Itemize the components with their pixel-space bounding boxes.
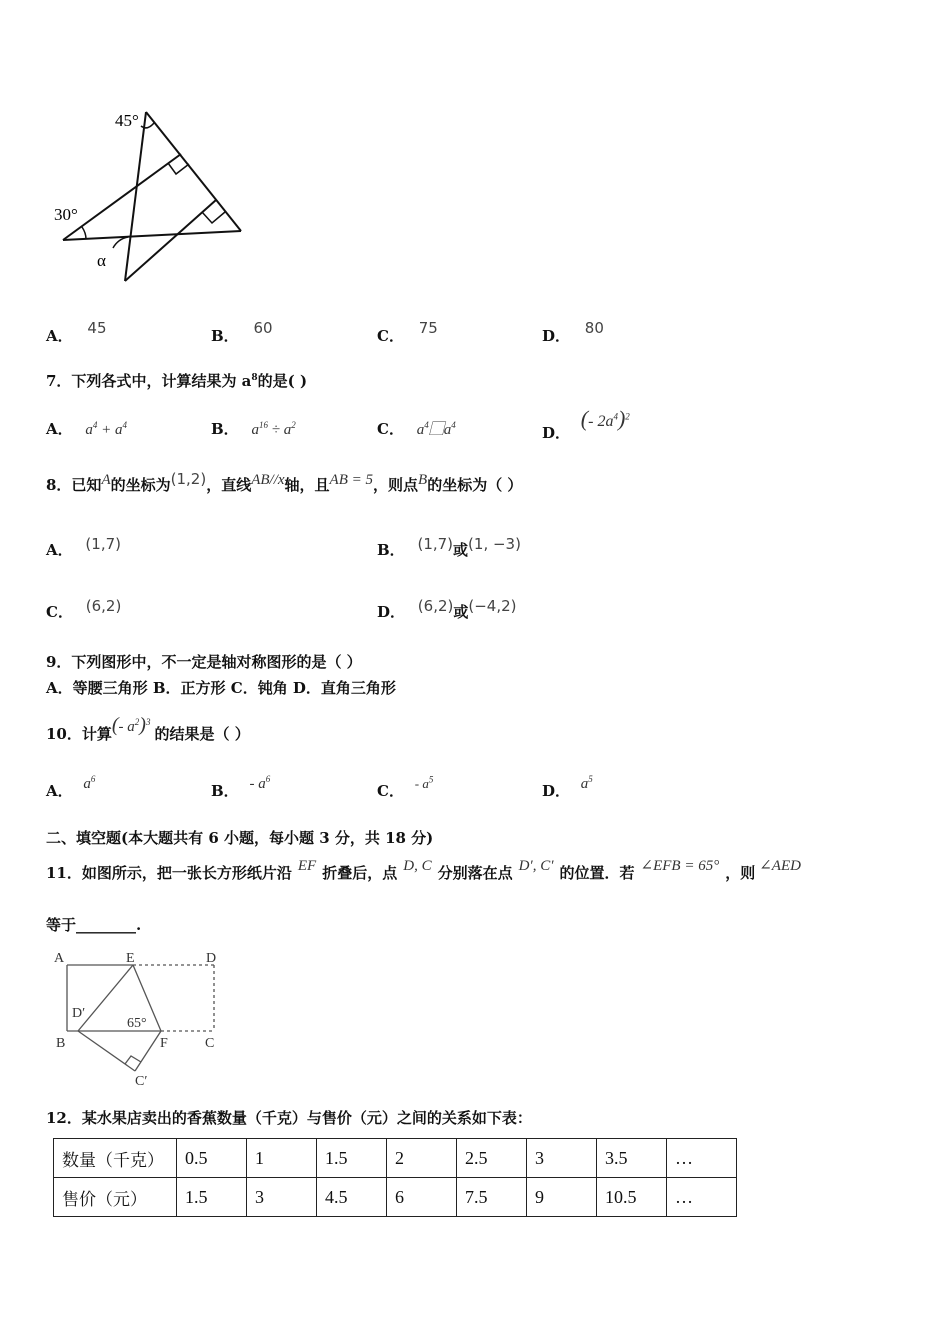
option-formula: (- $2a^4)^2$ xyxy=(580,406,630,431)
q10-option-b[interactable] xyxy=(211,774,271,801)
q10-option-a[interactable] xyxy=(46,774,96,801)
label-d: D xyxy=(206,951,217,966)
q7-option-d[interactable] xyxy=(542,406,630,442)
option-formula: - $a^5$ xyxy=(414,774,434,791)
q9-options[interactable]: A．等腰三角形 B．正方形 C．钝角 D．直角三角形 xyxy=(46,679,396,697)
q12-stem: 12．某水果店卖出的香蕉数量（千克）与售价（元）之间的关系如下表： xyxy=(46,1109,532,1127)
table-cell: 4.5 xyxy=(317,1178,387,1217)
label-c-prime: C′ xyxy=(135,1074,148,1089)
option-value: (1,7) xyxy=(85,535,121,553)
fold-edge xyxy=(78,1031,135,1071)
q8-text: 的坐标为（ ） xyxy=(427,476,523,494)
label-b: B xyxy=(56,1036,66,1051)
right-angle-mark xyxy=(125,1056,141,1064)
option-label: D． xyxy=(377,603,406,621)
table-cell: 3 xyxy=(247,1178,317,1217)
angle-arc xyxy=(141,123,154,128)
table-cell: 6 xyxy=(387,1178,457,1217)
q6-option-c[interactable] xyxy=(377,319,438,346)
fold-edge xyxy=(78,965,133,1031)
q11-text: 的位置．若 xyxy=(559,864,635,882)
option-label: C． xyxy=(377,327,404,345)
option-value-2: (−4,2) xyxy=(468,597,517,615)
option-formula: $a^{16} \div a^2$ xyxy=(251,420,296,438)
angle-label-30: 30° xyxy=(54,205,78,224)
option-value: (1,7) xyxy=(417,535,454,553)
table-cell: 2.5 xyxy=(457,1139,527,1178)
q10-stem xyxy=(46,714,250,745)
q8-text: 的坐标为 xyxy=(110,476,171,494)
label-d-prime: D′ xyxy=(72,1006,86,1021)
angle-label-45: 45° xyxy=(115,111,139,130)
triangle-edge xyxy=(63,154,181,240)
q10-text: 10．计算 xyxy=(46,725,112,743)
q11-angle: ∠EFB = 65° xyxy=(640,858,720,874)
option-label: A． xyxy=(46,541,73,559)
angle-arc xyxy=(113,237,128,248)
option-label: D． xyxy=(542,782,571,800)
option-label: A． xyxy=(46,420,73,438)
angle-label-alpha: α xyxy=(97,251,106,270)
q10-option-d[interactable] xyxy=(542,774,593,801)
q8-stem xyxy=(46,470,523,495)
q8-option-c[interactable] xyxy=(46,597,122,622)
option-label: C． xyxy=(46,603,73,621)
section-heading: 二、填空题(本大题共有 6 小题，每小题 3 分，共 18 分) xyxy=(46,829,434,847)
q11-text: 11．如图所示，把一张长方形纸片沿 xyxy=(46,864,292,882)
q8-option-d[interactable] xyxy=(377,597,517,622)
label-angle: 65° xyxy=(127,1016,147,1031)
option-label: D． xyxy=(542,424,571,442)
q11-text: 分别落在点 xyxy=(437,864,513,882)
option-value-2: (1, −3) xyxy=(468,535,521,553)
option-value: (6,2) xyxy=(417,597,454,615)
table-row xyxy=(54,1178,737,1217)
q7-stem-exp: 8 xyxy=(251,373,258,383)
q11-aed: ∠AED xyxy=(759,858,801,874)
q8-coord: (1,2) xyxy=(170,470,207,488)
q8-point-a: A xyxy=(101,472,111,488)
table-cell: 7.5 xyxy=(457,1178,527,1217)
q8-parallel: AB//x xyxy=(251,472,285,488)
q11-ef: EF xyxy=(297,858,317,874)
option-label: B． xyxy=(377,541,405,559)
table-cell: 1 xyxy=(247,1139,317,1178)
table-cell: 3.5 xyxy=(597,1139,667,1178)
q8-length: AB = 5 xyxy=(329,472,373,488)
fold-edge xyxy=(135,1031,161,1071)
table-cell: … xyxy=(667,1139,737,1178)
q9-stem: 9．下列图形中，不一定是轴对称图形的是（ ） xyxy=(46,653,362,671)
option-formula: $a^4⃞a^4$ xyxy=(416,420,456,438)
option-value: 60 xyxy=(253,319,273,337)
option-label: A． xyxy=(46,327,73,345)
table-cell: 10.5 xyxy=(597,1178,667,1217)
q11-dpcp: D′, C′ xyxy=(518,858,554,874)
q11-text: 折叠后，点 xyxy=(322,864,398,882)
q8-text: 8．已知 xyxy=(46,476,102,494)
q6-option-b[interactable] xyxy=(211,319,273,346)
option-value: 45 xyxy=(87,319,107,337)
option-formula: $a^4 + a^4$ xyxy=(85,420,128,438)
q10-formula: (- $a^2)^3$ xyxy=(111,714,151,736)
triangle-edge xyxy=(63,231,241,240)
label-a: A xyxy=(54,951,65,966)
option-value: 80 xyxy=(584,319,604,337)
q8-text: ，则点 xyxy=(373,476,419,494)
q8-point-b: B xyxy=(418,472,428,488)
angle-arc xyxy=(82,227,86,239)
option-or: 或 xyxy=(453,541,469,559)
q11-text: ，则 xyxy=(725,864,756,882)
q7-stem xyxy=(46,370,307,391)
q7-stem-text-end: 的是( ) xyxy=(257,372,308,390)
option-formula: $a^6$ xyxy=(83,774,96,792)
table-cell: 2 xyxy=(387,1139,457,1178)
table-cell: 1.5 xyxy=(177,1178,247,1217)
q7-option-a[interactable] xyxy=(46,418,127,439)
option-value: 75 xyxy=(418,319,438,337)
table-cell: 0.5 xyxy=(177,1139,247,1178)
option-label: A． xyxy=(46,782,73,800)
q11-answer-line[interactable]: 等于________. xyxy=(46,916,142,934)
q7-stem-text: 7．下列各式中，计算结果为 a xyxy=(46,372,252,390)
label-e: E xyxy=(126,951,135,966)
table-cell: 9 xyxy=(527,1178,597,1217)
option-formula: $a^5$ xyxy=(580,774,593,792)
option-label: C． xyxy=(377,420,404,438)
q7-option-c[interactable] xyxy=(377,418,456,439)
option-or: 或 xyxy=(453,603,469,621)
option-formula: - $a^6$ xyxy=(249,774,271,792)
right-angle-mark xyxy=(168,163,189,174)
option-label: B． xyxy=(211,327,239,345)
row-header: 数量（千克） xyxy=(54,1139,177,1178)
q8-text: ，直线 xyxy=(206,476,252,494)
table-row xyxy=(54,1139,737,1178)
price-table xyxy=(53,1138,737,1217)
figure-folded-rectangle xyxy=(50,945,230,1090)
option-label: B． xyxy=(211,420,239,438)
q10-text: 的结果是（ ） xyxy=(154,725,250,743)
triangle-edge xyxy=(125,112,146,281)
figure-triangles xyxy=(50,100,260,290)
label-c: C xyxy=(205,1036,215,1051)
option-label: C． xyxy=(377,782,404,800)
option-label: B． xyxy=(211,782,239,800)
q6-option-a[interactable] xyxy=(46,319,107,346)
label-f: F xyxy=(160,1036,168,1051)
q10-option-c[interactable] xyxy=(377,774,434,801)
option-label: D． xyxy=(542,327,571,345)
option-value: (6,2) xyxy=(85,597,122,615)
q6-option-d[interactable] xyxy=(542,319,604,346)
q7-option-b[interactable] xyxy=(211,418,296,439)
q8-option-b[interactable] xyxy=(377,535,521,560)
table-cell: 3 xyxy=(527,1139,597,1178)
q8-text: 轴，且 xyxy=(284,476,330,494)
right-angle-mark xyxy=(202,212,225,223)
row-header: 售价（元） xyxy=(54,1178,177,1217)
triangle-edge xyxy=(146,112,241,231)
q8-option-a[interactable] xyxy=(46,535,121,560)
q11-dc: D, C xyxy=(403,858,432,874)
table-cell: 1.5 xyxy=(317,1139,387,1178)
q11-stem xyxy=(46,858,801,883)
table-cell: … xyxy=(667,1178,737,1217)
